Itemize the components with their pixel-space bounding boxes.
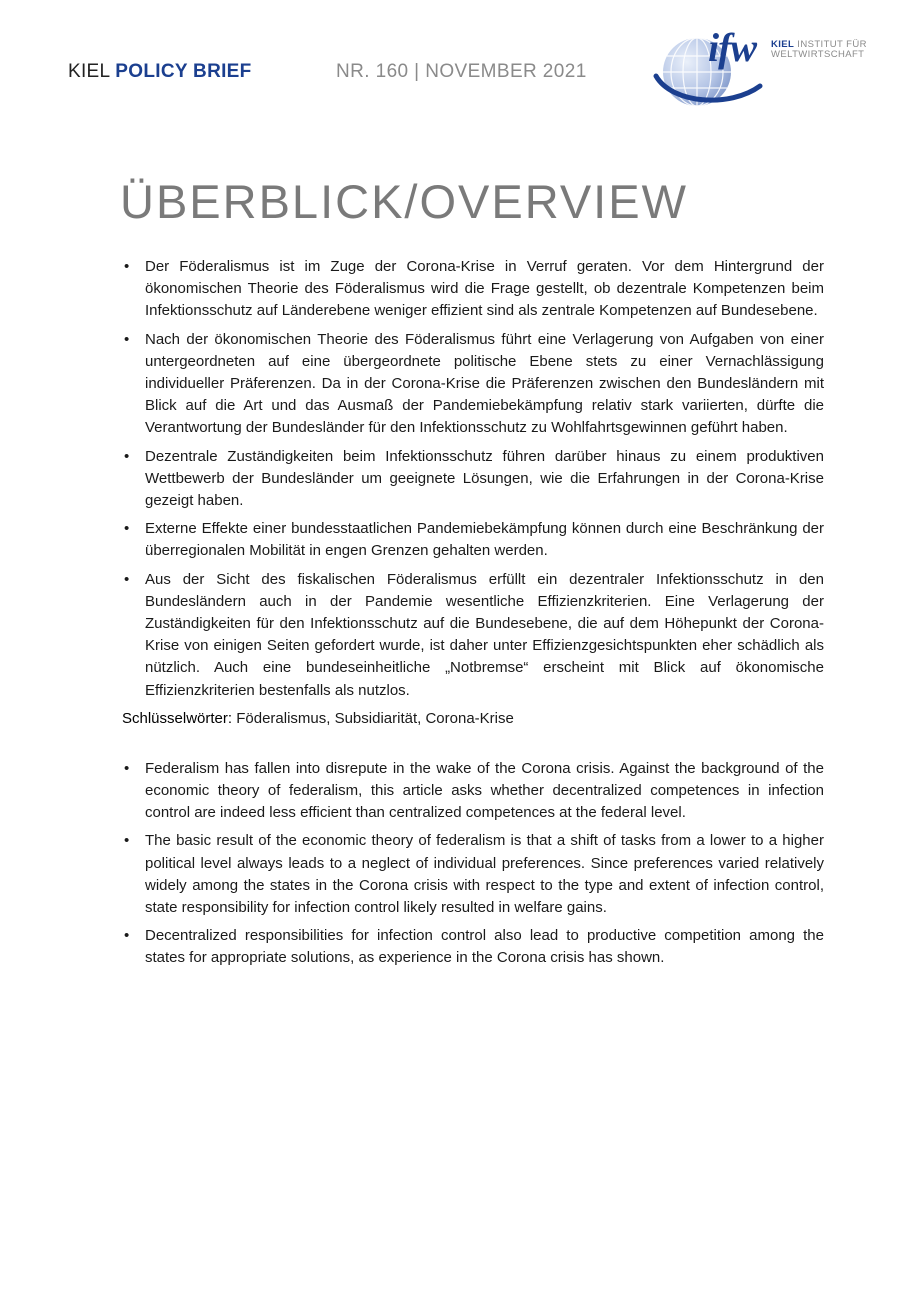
list-item: [122, 925, 824, 969]
institute-name: [771, 40, 867, 60]
list-item: [122, 446, 824, 513]
english-bullet-list: [122, 758, 824, 970]
ifw-mark: ifw: [708, 25, 757, 70]
list-item-text: Der Föderalismus ist im Zuge der Corona-Krise in Verruf geraten. Vor dem Hintergrund der ökonomischen Theorie des Föderalismus wird die Frage gestellt, ob dezentrale Kompetenzen beim Infektionsschutz auf Länderebene weniger effizient sind als zentrale Kompetenzen auf Bundesebene.: [145, 258, 824, 320]
keywords-line: [122, 708, 824, 730]
institute-line-2: WELTWIRTSCHAFT: [771, 49, 865, 60]
page-title: ÜBERBLICK/OVERVIEW: [120, 175, 688, 228]
bullet-icon: •: [124, 258, 130, 275]
page-header: [0, 0, 920, 120]
list-item-text: Externe Effekte einer bundesstaatlichen Pandemiebekämpfung können durch eine Beschränkung der überregionalen Mobilität in engen Grenzen gehalten werden.: [145, 520, 824, 560]
list-item-text: Decentralized responsibilities for infection control also lead to productive competition among the states for appropriate solutions, as experience in the Corona crisis has shown.: [145, 927, 824, 967]
list-item: [122, 518, 824, 562]
list-item: [122, 758, 824, 825]
list-item: [122, 830, 824, 919]
list-item: [122, 329, 824, 440]
list-item-text: The basic result of the economic theory of federalism is that a shift of tasks from a lower to a higher political level always leads to a neglect of individual preferences. Since preferences varied relatively widely among the states in the Corona crisis with respect to the type and extent of infection control, state responsibility for infection control likely resulted in welfare gains.: [145, 832, 824, 917]
list-item-text: Dezentrale Zuständigkeiten beim Infektionsschutz führen darüber hinaus zu einem produktiven Wettbewerb der Bundesländer um geeignete Lösungen, wie die Erfahrungen in der Corona-Krise gezeigt haben.: [145, 447, 824, 510]
german-bullet-list: [122, 256, 824, 702]
list-item: [122, 569, 824, 702]
bullet-icon: •: [124, 330, 130, 348]
ifw-wordmark: [708, 24, 756, 71]
list-item-text: Nach der ökonomischen Theorie des Föderalismus führt eine Verlagerung von Aufgaben von einer untergeordneten auf eine übergeordnete politische Ebene stets zu einer Vernachlässigung individueller Präferenzen. Da in der Corona-Krise die Präferenzen zwischen den Bundesländern mit Blick auf die Art und das Ausmaß der Pandemiebekämpfung relativ stark variierten, dürfte die Verantwortung der Bundesländer für den Infektionsschutz zu Wohlfahrtsgewinnen geführt haben.: [145, 330, 824, 437]
bullet-icon: •: [124, 759, 130, 777]
institute-line-1-rest: INSTITUT FÜR: [797, 39, 867, 50]
institute-kiel: KIEL: [771, 39, 795, 50]
series-title: POLICY BRIEF: [115, 61, 252, 82]
list-item-text: Aus der Sicht des fiskalischen Föderalismus erfüllt ein dezentraler Infektionsschutz in den Bundesländern auch in der Pandemie wesentliche Effizienzkriterien. Eine Verlagerung der Zuständigkeiten für den Infektionsschutz auf die Bundesebene, die auf dem Höhepunkt der Corona-Krise von einigen Seiten gefordert wurde, ist daher unter Effizienzgesichtspunkten eher schädlich als nützlich. Auch eine bundeseinheitliche „Notbremse“ erscheint mit Blick auf ökonomische Effizienzkriterien bestenfalls als nutzlos.: [145, 570, 824, 699]
bullet-icon: •: [124, 520, 130, 538]
globe-logo-icon: [0, 0, 920, 120]
keywords-label: Schlüsselwörter:: [122, 709, 233, 727]
bullet-icon: •: [124, 570, 130, 588]
bullet-icon: •: [124, 927, 130, 945]
series-prefix: KIEL: [68, 61, 110, 82]
issue-number-date: NR. 160 | NOVEMBER 2021: [336, 61, 587, 82]
bullet-icon: •: [124, 832, 130, 850]
list-item-text: Federalism has fallen into disrepute in the wake of the Corona crisis. Against the background of the economic theory of federalism, this article asks whether decentralized competences in infection control are indeed less efficient than centralized competences at the federal level.: [145, 759, 824, 822]
bullet-icon: •: [124, 447, 130, 465]
keywords-value: Föderalismus, Subsidiarität, Corona-Krise: [236, 709, 514, 727]
overview-content: [122, 256, 824, 976]
list-item: [122, 256, 824, 323]
